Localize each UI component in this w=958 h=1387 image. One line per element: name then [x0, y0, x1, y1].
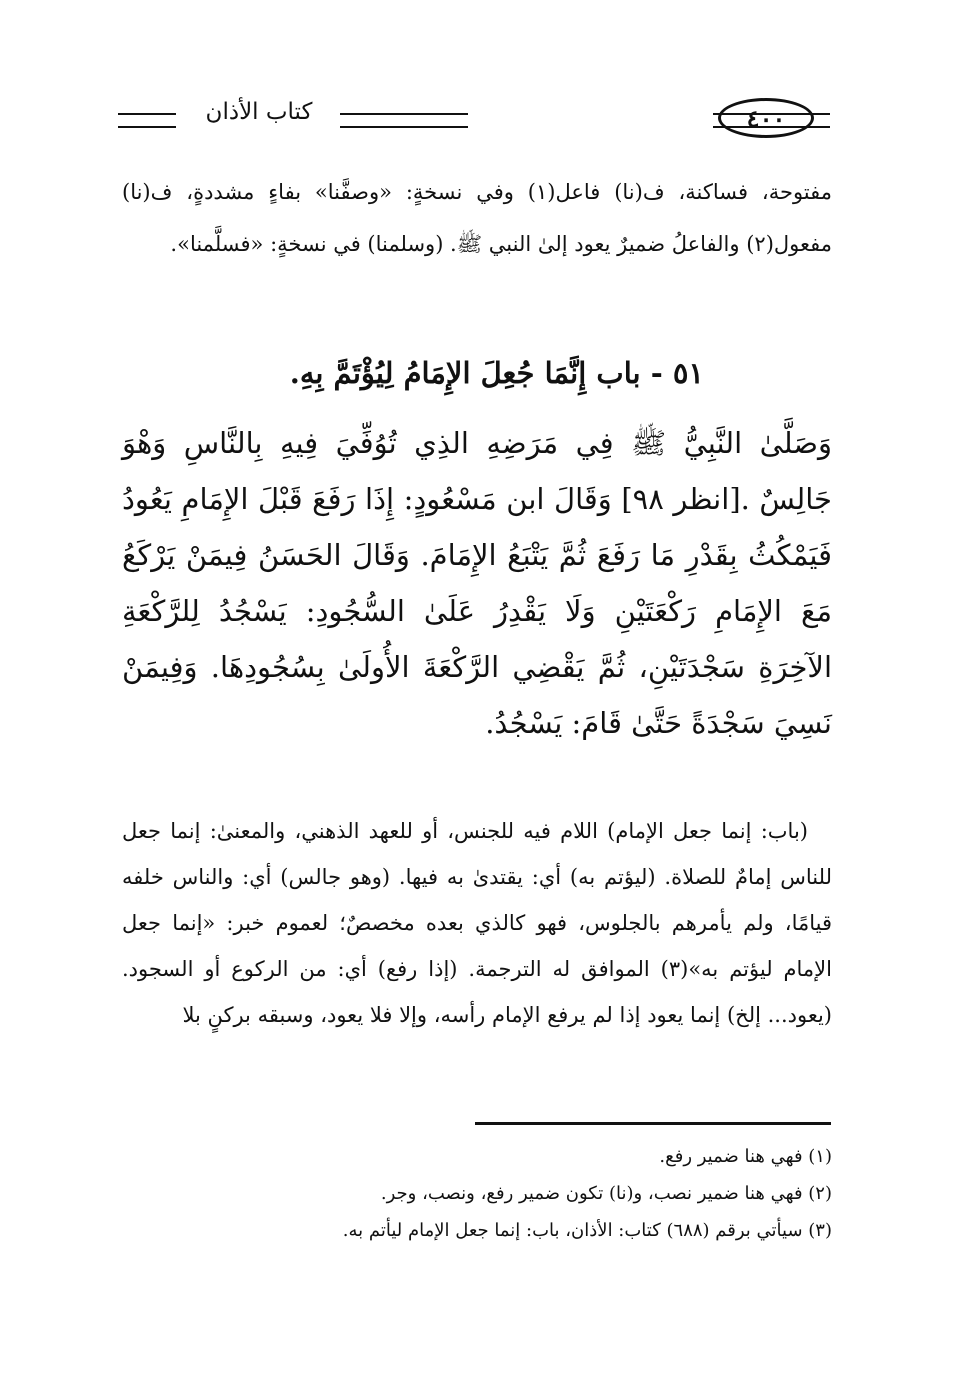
footnote-1: (١) فهي هنا ضمير رفع.	[659, 1146, 832, 1167]
page-number: ٤٠٠	[718, 98, 814, 138]
header-ornament-right	[713, 113, 830, 128]
footnote-separator	[475, 1122, 831, 1125]
chapter-heading: ٥١ - باب إِنَّمَا جُعِلَ الإِمَامُ لِيُؤْتَمَّ بِهِ.	[289, 356, 704, 390]
header-ornament-middle	[340, 113, 468, 128]
footnote-2: (٢) فهي هنا ضمير نصب، و(نا) تكون ضمير رفع، ونصب، وجر.	[380, 1183, 832, 1204]
hadith-text: وَصَلَّىٰ النَّبِيُّ ﷺ فِي مَرَضِهِ الذِي تُوُفِّيَ فِيهِ بِالنَّاسِ وَهْوَ جَالِسٌ .[انظر ٩٨] وَقَالَ ابن مَسْعُودٍ: إِذَا رَفَعَ قَبْلَ الإِمَامِ يَعُودُ فَيَمْكُثُ بِقَدْرِ مَا رَفَعَ ثُمَّ يَتْبَعُ الإِمَامَ. وَقَالَ الحَسَنُ فِيمَنْ يَرْكَعُ مَعَ الإِمَامِ رَكْعَتَيْنِ وَلَا يَقْدِرُ عَلَىٰ السُّجُودِ: يَسْجُدُ لِلرَّكْعَةِ الآخِرَةِ سَجْدَتَيْنِ، ثُمَّ يَقْضِي الرَّكْعَةَ الأُولَىٰ بِسُجُودِهَا. وَفِيمَنْ نَسِيَ سَجْدَةً حَتَّىٰ قَامَ: يَسْجُدُ.	[122, 426, 832, 740]
footnote-3: (٣) سيأتي برقم (٦٨٨) كتاب: الأذان، باب: إنما جعل الإمام ليأتم به.	[342, 1220, 832, 1241]
header-ornament-left	[118, 113, 176, 128]
page-header	[118, 96, 830, 144]
commentary-paragraph: (باب: إنما جعل الإمام) اللام فيه للجنس، أو للعهد الذهني، والمعنىٰ: إنما جعل للناس إمامٌ للصلاة. (ليؤتم به) أي: يقتدىٰ به فيها. (وهو جالس) أي: والناس خلفه قيامًا، ولم يأمرهم بالجلوس، فهو كالذي بعده مخصصٌ؛ لعموم خبر: «إنما جعل الإمام ليؤتم به»(٣) الموافق له الترجمة. (إذا رفع) أي: من الركوع أو السجود. (يعود... إلخ) إنما يعود إذا لم يرفع الإمام رأسه، وإلا فلا يعود، وسبقه بركنٍ بلا	[122, 819, 832, 1027]
footnotes	[122, 1138, 832, 1249]
intro-paragraph: مفتوحة، فساكنة، ف(نا) فاعل(١) وفي نسخةٍ: «وصفَّنا» بفاءٍ مشددةٍ، ف(نا) مفعول(٢) والفاعلُ ضميرٌ يعود إلىٰ النبي ﷺ. (وسلمنا) في نسخةٍ: «فسلَّمنا».	[122, 180, 833, 256]
running-title: كتاب الأذان	[205, 99, 313, 125]
